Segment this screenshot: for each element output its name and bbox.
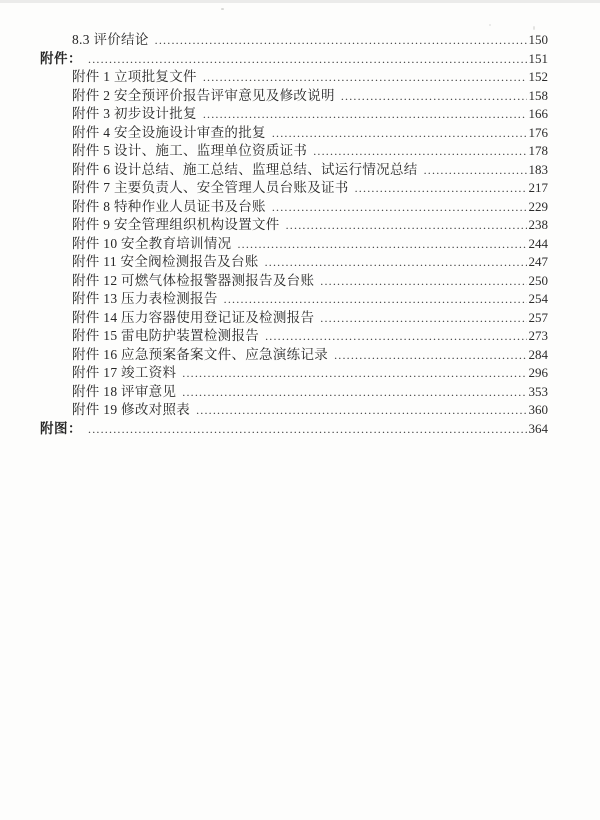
toc-leader-dots [286,216,527,235]
toc-entry-label: 附件 17 竣工资料 [72,365,177,380]
toc-row [40,124,548,143]
toc-entry-page: 151 [528,50,548,66]
toc-leader-dots [320,309,526,328]
toc-entry-label: 附件 2 安全预评价报告评审意见及修改说明 [72,87,335,103]
toc-entry-label: 附件 15 雷电防护装置检测报告 [72,328,260,343]
toc-row [40,309,548,328]
toc-row [40,327,548,346]
toc-entry-page: 353 [528,383,548,399]
toc-row [40,161,548,180]
toc-entry-page: 254 [528,291,548,306]
toc-row [40,216,548,235]
toc-entry-page: 238 [528,217,548,232]
toc-row [40,68,548,87]
toc-entry-page: 244 [528,235,548,251]
toc-section-futu [40,420,548,439]
toc-entry-page: 178 [528,143,548,158]
toc-leader-dots [424,161,527,180]
toc-row [40,383,548,402]
scan-speck [533,26,535,30]
toc-entry-label: 附件 18 评审意见 [72,383,177,399]
toc-entry-label: 附件 7 主要负责人、安全管理人员台账及证书 [72,180,349,195]
toc-entry-label: 附件 12 可燃气体检报警器测报告及台账 [72,272,315,288]
toc-entry-label: 附件 13 压力表检测报告 [72,291,218,306]
toc-section-label: 附件： [40,50,82,66]
toc-leader-dots [265,327,526,346]
toc-entry-page: 364 [528,420,548,436]
toc-entry-label: 附件 9 安全管理组织机构设置文件 [72,217,280,232]
toc-section-label: 附图： [40,420,82,436]
toc-row [40,290,548,309]
toc-row [40,253,548,272]
toc-row [40,198,548,217]
scan-edge-artifact [0,0,600,3]
toc-entry-page: 158 [528,87,548,103]
toc-row [40,401,548,420]
toc-leader-dots [341,87,527,106]
toc-entry-page: 360 [528,402,548,417]
toc-entry-page: 250 [528,272,548,288]
toc-leader-dots [224,290,527,309]
toc-row [40,142,548,161]
toc-row [40,272,548,291]
toc-section-fujian [40,50,548,69]
toc-entry-label: 附件 3 初步设计批复 [72,106,197,121]
toc-entry-label: 附件 1 立项批复文件 [72,69,197,84]
toc-row [40,31,548,50]
toc-leader-dots [272,124,527,143]
toc-entry-label: 附件 5 设计、施工、监理单位资质证书 [72,143,308,158]
toc-leader-dots [272,198,527,217]
toc-entry-label: 附件 4 安全设施设计审查的批复 [72,124,266,140]
toc-entry-page: 284 [528,346,548,362]
toc-leader-dots [265,253,527,272]
toc-entry-page: 257 [528,309,548,325]
toc-entry-label: 附件 19 修改对照表 [72,402,191,417]
toc-leader-dots [203,105,527,124]
toc-entry-page: 273 [528,328,548,343]
toc-leader-dots [320,272,526,291]
toc-entry-page: 150 [528,32,548,47]
toc-entry-page: 217 [528,180,548,195]
toc-entry-page: 296 [528,365,548,380]
toc-entry-label: 8.3 评价结论 [72,32,149,47]
toc-leader-dots [355,179,527,198]
toc-entry-page: 152 [528,69,548,84]
toc-entry-page: 247 [528,254,548,269]
toc-row [40,179,548,198]
scan-speck [489,24,491,26]
toc-leader-dots [313,142,526,161]
toc-leader-dots [237,235,526,254]
toc-leader-dots [182,383,526,402]
toc-leader-dots [182,364,526,383]
toc-entry-page: 176 [528,124,548,140]
toc-leader-dots [88,420,527,439]
toc-row [40,346,548,365]
toc-row [40,105,548,124]
toc-row [40,364,548,383]
toc-entry-label: 附件 16 应急预案备案文件、应急演练记录 [72,346,329,362]
toc-entry-label: 附件 10 安全教育培训情况 [72,235,232,251]
toc-leader-dots [203,68,527,87]
toc-entry-label: 附件 6 设计总结、施工总结、监理总结、试运行情况总结 [72,161,418,177]
toc-leader-dots [88,50,527,69]
toc-leader-dots [334,346,526,365]
toc-entry-label: 附件 8 特种作业人员证书及台账 [72,198,266,214]
table-of-contents [40,31,548,438]
toc-entry-page: 229 [528,198,548,214]
toc-entry-label: 附件 11 安全阀检测报告及台账 [72,254,259,269]
toc-entry-label: 附件 14 压力容器使用登记证及检测报告 [72,309,315,325]
scan-speck [221,8,224,10]
toc-row [40,235,548,254]
toc-row [40,87,548,106]
toc-leader-dots [196,401,526,420]
toc-entry-page: 166 [528,106,548,121]
toc-leader-dots [155,31,527,50]
toc-entry-page: 183 [528,161,548,177]
